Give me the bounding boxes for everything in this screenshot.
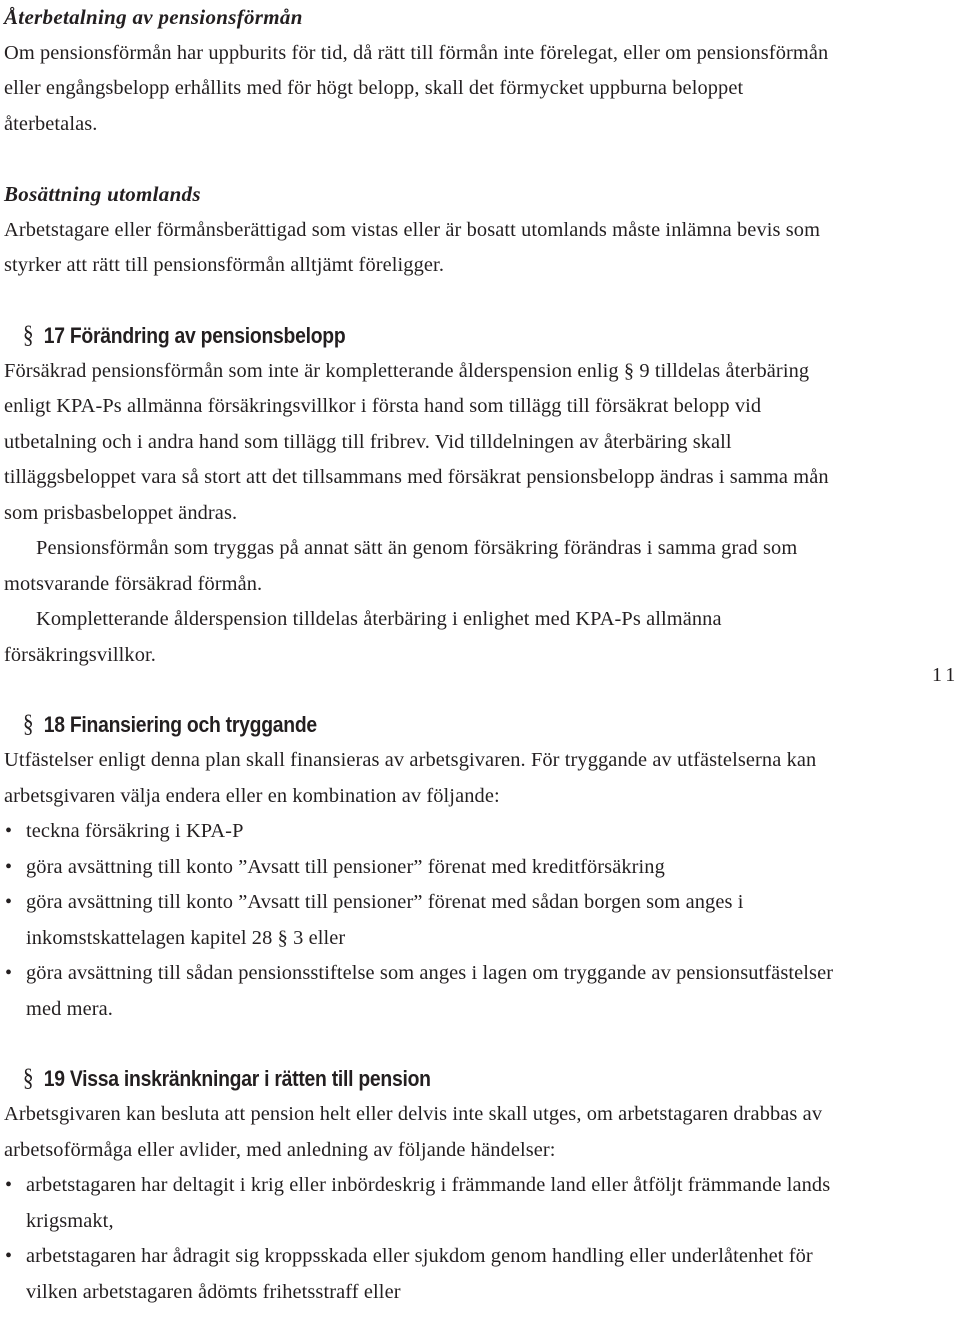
list-item	[4, 956, 839, 1027]
spacer	[4, 673, 839, 707]
paragraph-17-1: Försäkrad pensionsförmån som inte är kompletterande ålderspension enlig § 9 tilldelas återbäring enligt KPA-Ps allmänna försäkringsvillkor i första hand som tillägg till försäkrat belopp vid utbetalning och i andra hand som tillägg till fribrev. Vid tilldelningen av återbäring skall tilläggsbeloppet vara så stort att det tillsammans med försäkrat pensionsbelopp ändras i samma mån som prisbasbeloppet ändras.	[4, 359, 829, 524]
paragraph-bosattning: Arbetstagare eller förmånsberättigad som vistas eller är bosatt utomlands måste inlämna bevis som styrker att rätt till pensionsförmån alltjämt föreligger.	[4, 218, 821, 276]
list-item-text: arbetstagaren har ådragit sig kroppsskada eller sjukdom genom handling eller underlåtenhet för vilken arbetstagaren ådömts frihetsstraff eller	[26, 1245, 813, 1303]
paragraph-19-intro: Arbetsgivaren kan besluta att pension helt eller delvis inte skall utges, om arbetstagaren drabbas av arbetsoförmåga eller avlider, med anledning av följande händelser:	[4, 1103, 823, 1161]
section-heading-18	[4, 707, 722, 743]
section-title-18: 18 Finansiering och tryggande	[43, 712, 317, 737]
list-item	[4, 814, 839, 850]
paragraph-aterbetalning: Om pensionsförmån har uppburits för tid, då rätt till förmån inte förelegat, eller om pensionsförmån eller engångsbelopp erhållits med för högt belopp, skall det förmycket uppburna beloppet återbetalas.	[4, 41, 829, 135]
list-item	[4, 850, 839, 886]
bullet-icon: •	[5, 855, 13, 878]
bullet-icon: •	[5, 820, 13, 842]
paragraph-17-3: Kompletterande ålderspension tilldelas återbäring i enlighet med KPA-Ps allmänna försäkringsvillkor.	[4, 608, 722, 666]
list-item	[4, 885, 839, 956]
spacer	[4, 142, 839, 177]
section-heading-aterbetalning: Återbetalning av pensionsförmån	[4, 5, 303, 29]
bullet-icon: •	[5, 891, 13, 913]
spacer	[4, 284, 839, 318]
paragraph-17-2: Pensionsförmån som tryggas på annat sätt än genom försäkring förändras i samma grad som motsvarande försäkrad förmån.	[4, 537, 798, 595]
section-heading-bosattning: Bosättning utomlands	[4, 182, 201, 206]
section-heading-19	[4, 1061, 722, 1097]
section-title-17: 17 Förändring av pensionsbelopp	[43, 322, 346, 348]
paragraph-symbol: §	[22, 711, 34, 738]
list-item	[4, 1168, 839, 1239]
paragraph-symbol: §	[22, 321, 34, 349]
list-item-text: göra avsättning till konto ”Avsatt till pensioner” förenat med sådan borgen som anges i inkomstskattelagen kapitel 28 § 3 eller	[26, 891, 744, 949]
list-item-text: arbetstagaren har deltagit i krig eller inbördeskrig i främmande land eller åtföljt främmande lands krigsmakt,	[26, 1174, 831, 1232]
list-item-text: göra avsättning till konto ”Avsatt till pensioner” förenat med kreditförsäkring	[26, 855, 665, 878]
document-page	[4, 0, 839, 1310]
bullet-icon: •	[5, 962, 13, 984]
section-heading-17	[4, 318, 722, 354]
section-title-19: 19 Vissa inskränkningar i rätten till pension	[43, 1066, 431, 1091]
page-number: 11	[932, 664, 960, 686]
bullet-list-18	[4, 814, 839, 1027]
list-item	[4, 1239, 839, 1310]
bullet-icon: •	[5, 1245, 13, 1267]
paragraph-18-intro: Utfästelser enligt denna plan skall finansieras av arbetsgivaren. För tryggande av utfästelserna kan arbetsgivaren välja endera eller en kombination av följande:	[4, 749, 817, 807]
list-item-text: teckna försäkring i KPA-P	[26, 820, 244, 842]
list-item-text: göra avsättning till sådan pensionsstiftelse som anges i lagen om tryggande av pensionsutfästelser med mera.	[26, 962, 834, 1020]
bullet-list-19	[4, 1168, 839, 1310]
bullet-icon: •	[5, 1174, 13, 1196]
spacer	[4, 1027, 839, 1061]
paragraph-symbol: §	[22, 1065, 34, 1092]
